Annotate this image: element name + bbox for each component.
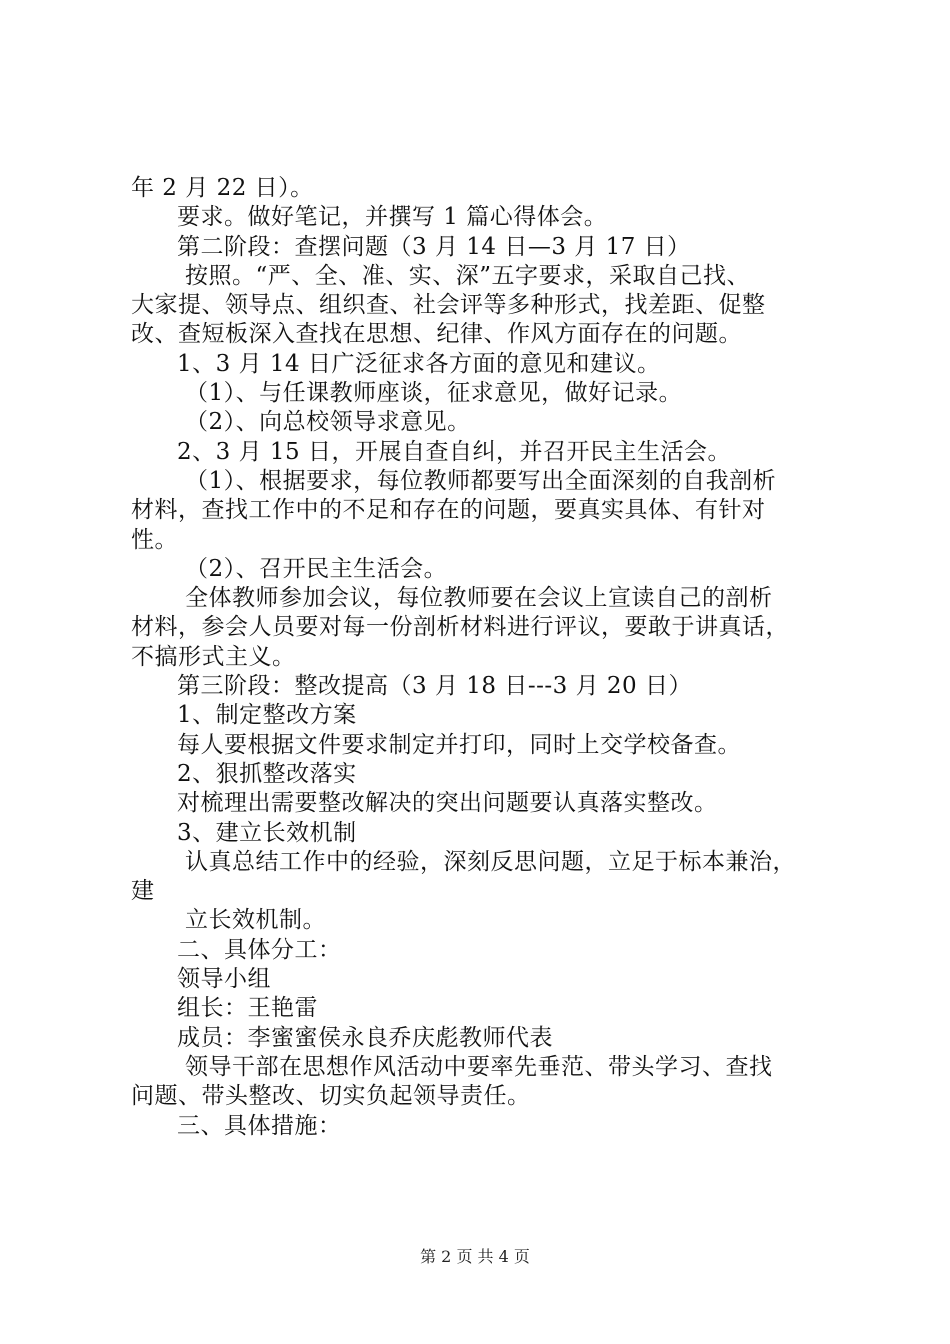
text-line: 不搞形式主义。 — [131, 643, 296, 670]
text-line: 改、查短板深入查找在思想、纪律、作风方面存在的问题。 — [131, 321, 742, 348]
list-item: （2）、向总校领导求意见。 — [185, 409, 471, 436]
text-line: 材料，参会人员要对每一份剖析材料进行评议，要敢于讲真话， — [131, 614, 789, 641]
text-line: 对梳理出需要整改解决的突出问题要认真落实整改。 — [177, 790, 718, 817]
text-line: 建 — [131, 878, 155, 905]
text-line: 材料，查找工作中的不足和存在的问题，要真实具体、有针对 — [131, 497, 766, 524]
list-item: 1、制定整改方案 — [177, 702, 357, 729]
list-item: （1）、与任课教师座谈，征求意见，做好记录。 — [185, 380, 683, 407]
text-line: 年 2 月 22 日）。 — [131, 175, 314, 201]
text-line: 领导干部在思想作风活动中要率先垂范、带头学习、查找 — [185, 1053, 773, 1080]
section-heading: 第二阶段：查摆问题（3 月 14 日—3 月 17 日） — [177, 233, 691, 260]
text-line: 每人要根据文件要求制定并打印，同时上交学校备查。 — [177, 731, 741, 758]
text-line: 成员：李蜜蜜侯永良乔庆彪教师代表 — [177, 1024, 553, 1051]
text-line: 领导小组 — [177, 966, 271, 993]
document-body — [131, 174, 843, 1141]
text-line: 按照。“严、全、准、实、深”五字要求，采取自己找、 — [185, 262, 751, 289]
text-line: 组长：王艳雷 — [177, 995, 318, 1022]
page-number-footer: 第 2 页 共 4 页 — [420, 1247, 530, 1266]
text-line: 大家提、领导点、组织查、社会评等多种形式，找差距、促整 — [131, 292, 766, 319]
text-line: 问题、带头整改、切实负起领导责任。 — [131, 1083, 531, 1110]
list-item: 3、建立长效机制 — [177, 819, 357, 846]
list-item: （2）、召开民主生活会。 — [185, 555, 448, 582]
section-heading: 二、具体分工： — [177, 936, 342, 963]
list-item: 2、3 月 15 日，开展自查自纠，并召开民主生活会。 — [177, 438, 731, 465]
text-line: 要求。做好笔记，并撰写 1 篇心得体会。 — [177, 204, 608, 231]
text-line: 性。 — [131, 526, 178, 553]
section-heading: 三、具体措施： — [177, 1112, 342, 1139]
list-item: 1、3 月 14 日广泛征求各方面的意见和建议。 — [177, 350, 661, 377]
list-item: 2、狠抓整改落实 — [177, 760, 357, 787]
list-item: （1）、根据要求，每位教师都要写出全面深刻的自我剖析 — [185, 467, 777, 494]
section-heading: 第三阶段：整改提高（3 月 18 日---3 月 20 日） — [177, 673, 692, 700]
text-line: 认真总结工作中的经验，深刻反思问题，立足于标本兼治， — [185, 848, 796, 875]
text-line: 立长效机制。 — [185, 907, 326, 934]
text-line: 全体教师参加会议，每位教师要在会议上宣读自己的剖析 — [185, 585, 773, 612]
